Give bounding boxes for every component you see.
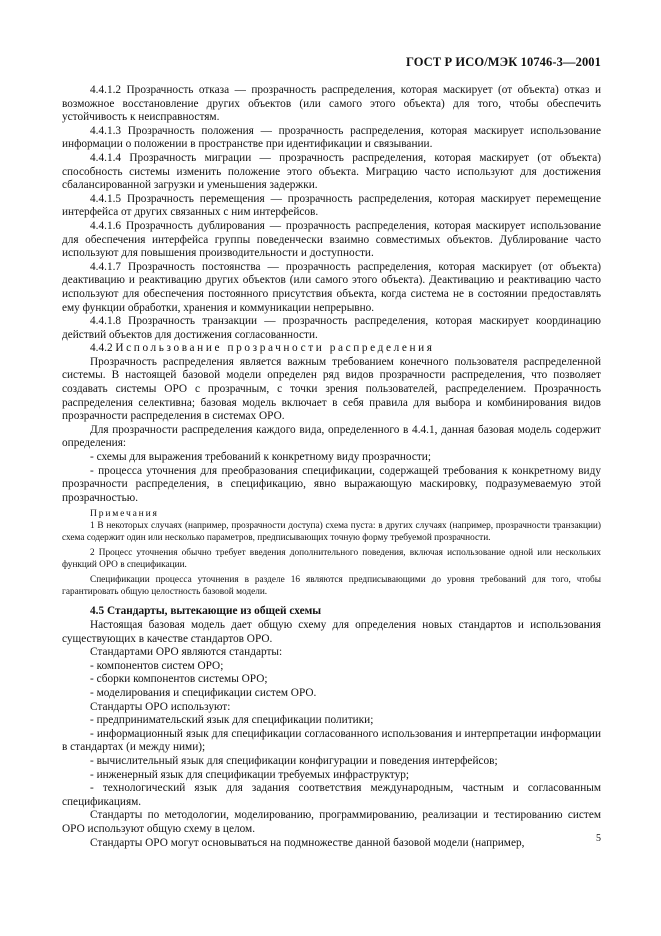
notes-block (62, 508, 601, 598)
paragraph-4-4-1-5: 4.4.1.5 Прозрачность перемещения — прозрачность распределения, которая маскирует перемещение интерфейса от других связанных с ним интерфейсов. (62, 192, 601, 219)
subsection-title: Использование прозрачности распределения (115, 342, 435, 355)
list-item: - схемы для выражения требований к конкретному виду прозрачности; (90, 451, 431, 464)
list-item: - сборки компонентов системы ОРО; (90, 673, 268, 686)
paragraph-4-4-1-2: 4.4.1.2 Прозрачность отказа — прозрачность распределения, которая маскирует (от объекта) отказ и возможное восстановление других объектов (или самого этого объекта) для того, чтобы обеспечить устойчивость к неисправностям. (62, 84, 601, 124)
note-1: 1 В некоторых случаях (например, прозрачности доступа) схема пуста: в других случаях (например, прозрачности транзакции) схема содержит один или несколько параметров, предписывающих точную форму требуемой прозрачности. (62, 521, 601, 544)
document-header: ГОСТ Р ИСО/МЭК 10746-3—2001 (405, 55, 601, 69)
page-number: 5 (596, 833, 601, 844)
section-line: Стандартами ОРО являются стандарты: (90, 646, 283, 659)
section-4-5-title: 4.5 Стандарты, вытекающие из общей схемы (90, 605, 322, 618)
note-2: 2 Процесс уточнения обычно требует введения дополнительного поведения, включая использование одной или нескольких функций ОРО в спецификации. (62, 548, 601, 571)
list-item: - инженерный язык для спецификации требуемых инфраструктур; (90, 768, 410, 781)
list-item: - информационный язык для спецификации согласованного использования и интерпретации информации в стандартах (и между ними); (62, 727, 601, 754)
section-line: Стандарты ОРО используют: (90, 700, 231, 713)
paragraph-4-4-1-7: 4.4.1.7 Прозрачность постоянства — прозрачность распределения, которая маскирует (от объекта) деактивацию и реактивацию других объектов (или самого этого объекта). Деактивацию и реактивацию часто используют для обеспечения постоянного присутствия объекта, когда система не в состоянии предоставлять ему функции обработки, хранения и коммуникации непрерывно. (62, 260, 601, 314)
list-item: - вычислительный язык для спецификации конфигурации и поведения интерфейсов; (90, 754, 498, 767)
list-item: - компонентов систем ОРО; (90, 659, 224, 672)
section-line: Настоящая базовая модель дает общую схему для определения новых стандартов и использования существующих в качестве стандартов ОРО. (62, 619, 601, 645)
paragraph-definitions: Для прозрачности распределения каждого вида, определенного в 4.4.1, данная базовая модель содержит определения: (62, 423, 601, 450)
body-text (62, 84, 601, 850)
list-item: - процесса уточнения для преобразования спецификации, содержащей требования к конкретному виду прозрачности распределения, в спецификацию, явно выражающую маскировку, подразумеваемую этой прозрачностью. (62, 464, 601, 504)
section-line: Стандарты ОРО могут основываться на подмножестве данной базовой модели (например, (90, 836, 525, 849)
paragraph-intro: Прозрачность распределения является важным требованием конечного пользователя распределенной системы. В настоящей базовой модели определен ряд видов прозрачности распределения, что позволяет создавать системы ОРО с прозрачным, с точки зрения пользователей, распределением. Прозрачность распределения селективна; базовая модель включает в себя правила для выбора и комбинирования видов прозрачности распределения в системах ОРО. (62, 355, 601, 423)
paragraph-4-4-1-6: 4.4.1.6 Прозрачность дублирования — прозрачность распределения, которая маскирует использование для обеспечения интерфейса группы поведенчески взаимно совместимых объектов. Дублирование часто используют для повышения производительности и доступности. (62, 219, 601, 260)
list-item: - технологический язык для задания соответствия международным, частным и согласованным спецификациям. (62, 782, 601, 808)
section-line: Стандарты по методологии, моделированию, программированию, реализации и тестированию систем ОРО используют общую схему в целом. (62, 809, 601, 835)
paragraph-4-4-1-4: 4.4.1.4 Прозрачность миграции — прозрачность распределения, которая маскирует (от объекта) способность системы изменить положение этого объекта. Миграцию часто используют для достижения сбалансированной загрузки и уменьшения задержки. (62, 151, 601, 192)
paragraph-4-4-1-8: 4.4.1.8 Прозрачность транзакции — прозрачность распределения, которая маскирует координацию действий объектов для достижения согласованности. (62, 315, 601, 341)
list-item: - моделирования и спецификации систем ОРО. (90, 686, 317, 699)
subsection-number: 4.4.2 (90, 342, 113, 355)
list-item: - предпринимательский язык для спецификации политики; (90, 714, 374, 727)
subsection-heading (62, 342, 601, 356)
notes-heading: Примечания (90, 508, 159, 520)
note-refinement: Спецификации процесса уточнения в разделе 16 являются предписывающими до уровня требований для того, чтобы гарантировать общую целостность базовой модели. (62, 575, 601, 598)
paragraph-4-4-1-3: 4.4.1.3 Прозрачность положения — прозрачность распределения, которая маскирует использование информации о положении в пространстве при идентификации и связывании. (62, 124, 601, 151)
